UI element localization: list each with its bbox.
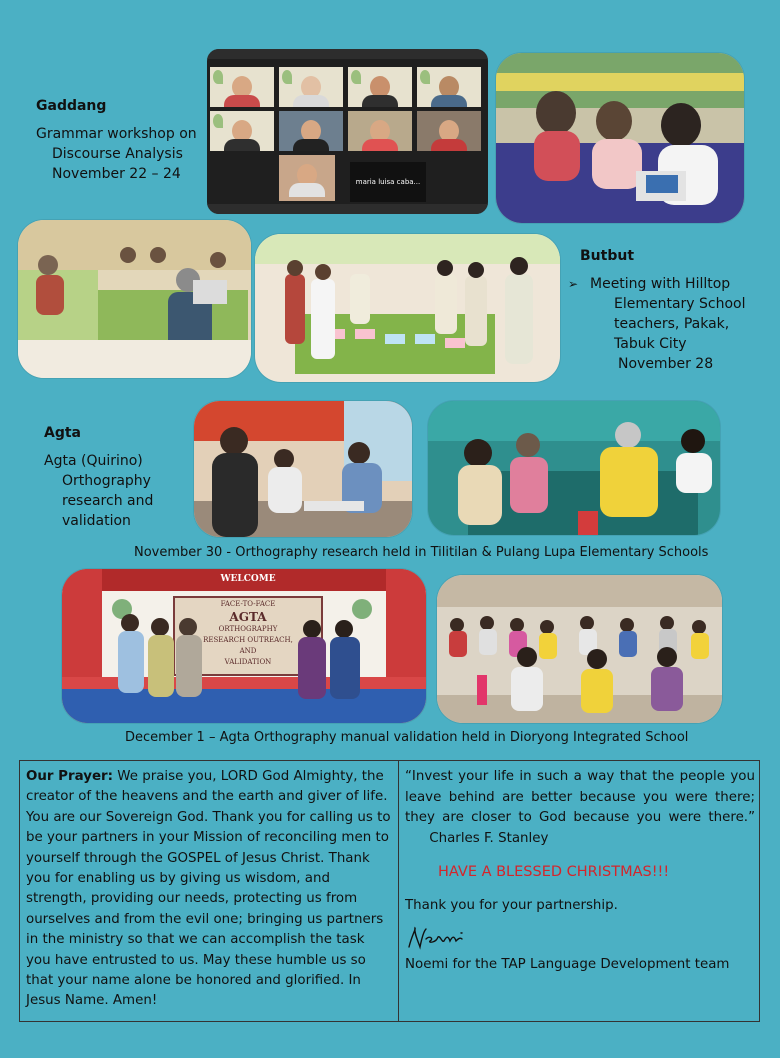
quote-text: “Invest your life in such a way that the people you leave behind are better because you were there; they are closer to God because you were there.”	[405, 769, 755, 825]
banner-welcome: WELCOME	[220, 574, 276, 584]
gaddang-text	[36, 96, 197, 184]
community-audience-photo	[437, 575, 722, 723]
bullet-arrow-icon: ➢	[568, 277, 579, 291]
butbut-line-4: Tabuk City	[614, 336, 687, 352]
zoom-toolbar	[207, 204, 488, 214]
gaddang-heading: Gaddang	[36, 98, 107, 114]
gaddang-line-3: November 22 – 24	[52, 166, 181, 182]
zoom-meeting-photo	[207, 49, 488, 214]
agta-line-3: research and	[62, 493, 154, 509]
butbut-line-3: teachers, Pakak,	[614, 316, 730, 332]
agta-banner-photo	[62, 569, 426, 723]
butbut-text	[568, 246, 746, 374]
prayer-quote-box	[19, 760, 760, 1022]
banner-line-4: RESEARCH OUTREACH,	[203, 636, 293, 644]
prayer-text	[26, 767, 392, 1012]
butbut-line-5: November 28	[618, 356, 714, 372]
banner-text	[176, 599, 320, 668]
agta-interview-photo	[194, 401, 412, 537]
teachers-meeting-photo	[255, 234, 560, 382]
agta-line-4: validation	[62, 513, 131, 529]
zoom-participant-label: maria luisa caba...	[350, 162, 426, 202]
gaddang-line-2: Discourse Analysis	[52, 146, 183, 162]
agta-group-photo	[428, 401, 720, 535]
prayer-lead: Our Prayer:	[26, 769, 113, 784]
zoom-title-bar	[207, 49, 488, 59]
prayer-body: We praise you, LORD God Almighty, the creator of the heavens and the earth and giver of life. You are our Sovereign God. Thank you for calling us to be your partners in your Mission of reconciling men to yourself through the GOSPEL of Jesus Christ. Thank you for enabling us by giving us wisdom, and strength, providing our needs, protecting us from ourselves and from the evil one; bringing us partners in the ministry so that we can accomplish the task you have entrusted to us. May these humble us so that your name alone be honored and glorified. In Jesus Name. Amen!	[26, 769, 391, 1009]
christmas-greeting: HAVE A BLESSED CHRISTMAS!!!	[438, 864, 670, 880]
caption-november-30: November 30 - Orthography research held in Tilitilan & Pulang Lupa Elementary Schools	[134, 545, 709, 560]
agta-line-1: Agta (Quirino)	[44, 453, 143, 469]
banner-line-1: FACE-TO-FACE	[220, 600, 276, 608]
quote-author: Charles F. Stanley	[429, 830, 549, 846]
quote-block	[405, 767, 755, 849]
caption-december-1: December 1 – Agta Orthography manual validation held in Dioryong Integrated School	[125, 730, 689, 745]
banner-line-2: AGTA	[229, 610, 267, 624]
banner-line-3: ORTHOGRAPHY	[218, 625, 278, 633]
thanks-line: Thank you for your partnership.	[405, 898, 618, 913]
gaddang-line-1: Grammar workshop on	[36, 126, 197, 142]
banner-line-5: AND	[239, 647, 257, 655]
butbut-line-2: Elementary School	[614, 296, 746, 312]
butbut-heading: Butbut	[580, 248, 635, 264]
classroom-table-photo	[18, 220, 251, 378]
box-divider	[398, 761, 399, 1021]
workshop-laptop-photo	[496, 53, 744, 223]
signature-image	[406, 925, 466, 951]
agta-text	[44, 423, 153, 531]
butbut-line-1: Meeting with Hilltop	[590, 276, 731, 292]
signoff-line: Noemi for the TAP Language Development team	[405, 957, 730, 972]
agta-line-2: Orthography	[62, 473, 151, 489]
banner-line-6: VALIDATION	[224, 658, 272, 666]
agta-heading: Agta	[44, 425, 81, 441]
